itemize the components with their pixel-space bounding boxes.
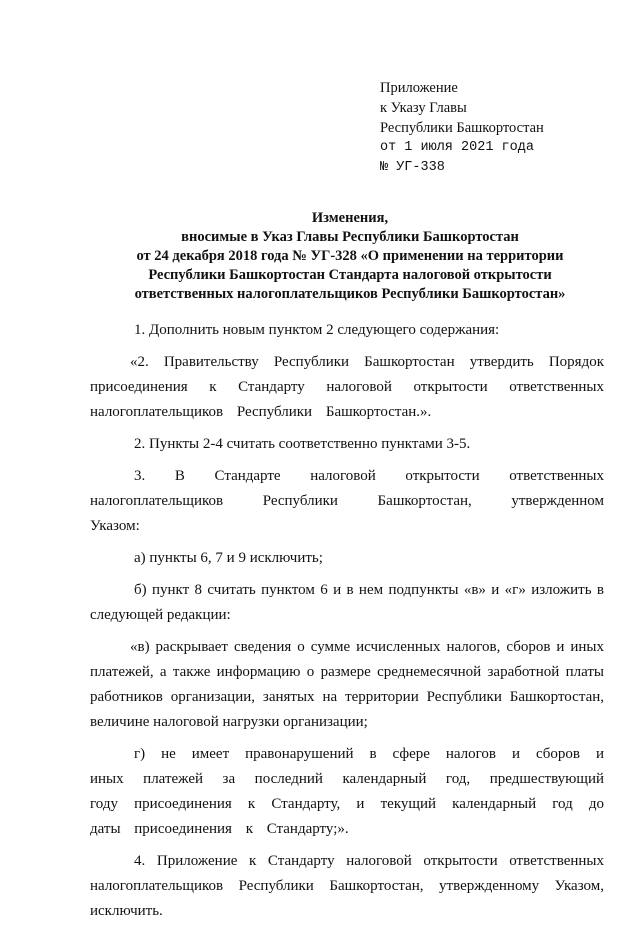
document-body <box>90 318 604 931</box>
paragraph-3: 2. Пункты 2-4 считать соответственно пунктами 3-5. <box>134 436 471 452</box>
paragraph-9: 4. Приложение к Стандарту налоговой открытости ответственных налогоплательщиков Республики Башкортостан, утвержденному Указом, исключить. <box>90 853 604 919</box>
paragraph-4: 3. В Стандарте налоговой открытости ответственных налогоплательщиков Республики Башкортостан, утвержденном Указом: <box>90 468 604 534</box>
annex-header <box>380 78 544 178</box>
paragraph-6: б) пункт 8 считать пунктом 6 и в нем подпункты «в» и «г» изложить в следующей редакции: <box>90 582 604 623</box>
annex-date: от 1 июля 2021 года <box>380 140 534 155</box>
annex-line-1: Приложение <box>380 80 458 96</box>
paragraph-8: г) не имеет правонарушений в сфере налогов и сборов и иных платежей за последний календарный год, предшествующий году присоединения к Стандарту, и текущий календарный год до даты присоединения к Стандарту;». <box>90 746 604 837</box>
paragraph-2: «2. Правительству Республики Башкортостан утвердить Порядок присоединения к Стандарту налоговой открытости ответственных налогоплательщиков Республики Башкортостан.». <box>90 354 604 420</box>
paragraph-5: а) пункты 6, 7 и 9 исключить; <box>134 550 323 566</box>
title-line-4: Республики Башкортостан Стандарта налоговой открытости <box>148 267 552 283</box>
document-title <box>80 209 620 304</box>
title-line-3: от 24 декабря 2018 года № УГ-328 «О применении на территории <box>136 248 564 264</box>
title-line-5: ответственных налогоплательщиков Республики Башкортостан» <box>134 286 566 302</box>
annex-line-2: к Указу Главы <box>380 100 467 116</box>
paragraph-7: «в) раскрывает сведения о сумме исчисленных налогов, сборов и иных платежей, а также информацию о размере среднемесячной заработной платы работников организации, занятых на территории Республики Башкортостан, величине налоговой нагрузки организации; <box>90 639 604 730</box>
annex-line-3: Республики Башкортостан <box>380 120 544 136</box>
title-line-2: вносимые в Указ Главы Республики Башкортостан <box>181 229 519 245</box>
title-line-1: Изменения, <box>311 210 389 226</box>
annex-number: № УГ-338 <box>380 160 445 175</box>
paragraph-1: 1. Дополнить новым пунктом 2 следующего содержания: <box>134 322 500 338</box>
